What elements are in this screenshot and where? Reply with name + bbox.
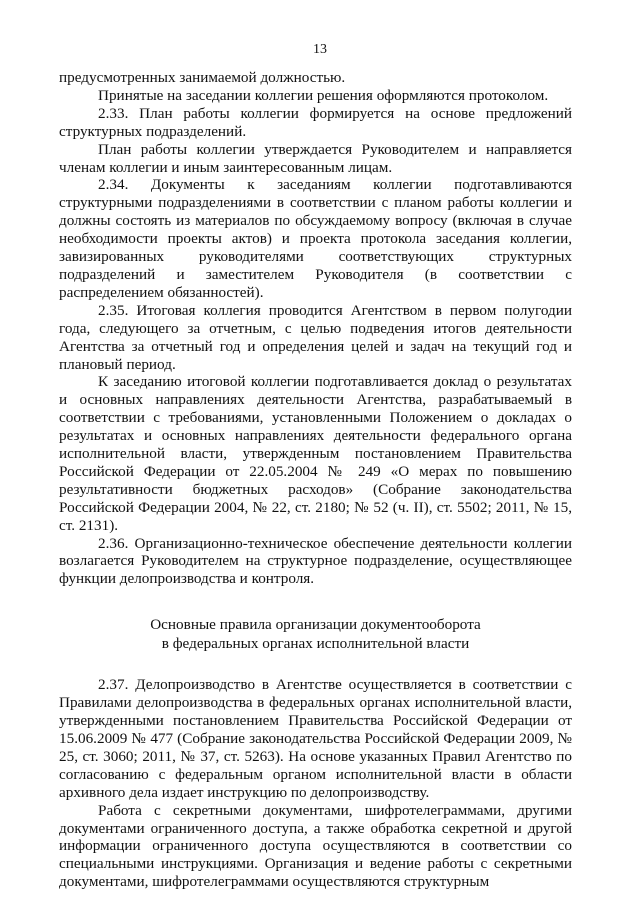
- paragraph: План работы коллегии утверждается Руководителем и направляется членам коллегии и иным заинтересованным лицам.: [59, 140, 572, 176]
- document-body: [59, 69, 572, 891]
- paragraph-continuation: предусмотренных занимаемой должностью.: [59, 69, 346, 86]
- paragraph: Принятые на заседании коллегии решения оформляются протоколом.: [98, 86, 549, 104]
- section-heading-line2: в федеральных органах исполнительной власти: [161, 635, 470, 653]
- section-heading-line1: Основные правила организации документооборота: [150, 616, 481, 634]
- paragraph: К заседанию итоговой коллегии подготавливается доклад о результатах и основных направлениях деятельности Агентства, разрабатываемый в соответствии с требованиями, установленными Положением о докладах о результатах и основных направлениях деятельности федерального органа исполнительной власти, утвержденным постановлением Правительства Российской Федерации от 22.05.2004 № 249 «О мерах по повышению результативности бюджетных расходов» (Собрание законодательства Российской Федерации 2004, № 22, ст. 2180; № 52 (ч. II), ст. 5502; 2011, № 15, ст. 2131).: [59, 373, 572, 534]
- paragraph-2-35: 2.35. Итоговая коллегия проводится Агентством в первом полугодии года, следующего за отчетным, с целью подведения итогов деятельности Агентства за отчетный год и определения целей и задач на текущий год и плановый период.: [59, 301, 572, 373]
- spacer: [59, 588, 572, 615]
- paragraph-2-34: 2.34. Документы к заседаниям коллегии подготавливаются структурными подразделениями в соответствии с планом работы коллегии и должны состоять из материалов по обсуждаемому вопросу (включая в случае необходимости проекты актов) и проекта протокола заседания коллегии, завизированных руководителями соответствующих структурных подразделений и заместителем Руководителя (в соответствии с распределением обязанностей).: [59, 176, 572, 301]
- spacer: [59, 653, 572, 676]
- paragraph: Работа с секретными документами, шифротелеграммами, другими документами ограниченного доступа, а также обработка секретной и другой информации ограниченного доступа осуществляются в соответствии со специальными инструкциями. Организация и ведение работы с секретными документами, шифротелеграммами осуществляются структурным: [59, 801, 572, 891]
- paragraph-2-33: 2.33. План работы коллегии формируется на основе предложений структурных подразделений.: [59, 104, 572, 140]
- page-number: 13: [313, 42, 327, 57]
- paragraph-2-37: 2.37. Делопроизводство в Агентстве осуществляется в соответствии с Правилами делопроизводства в федеральных органах исполнительной власти, утвержденными постановлением Правительства Российской Федерации от 15.06.2009 № 477 (Собрание законодательства Российской Федерации 2009, № 25, ст. 3060; 2011, № 37, ст. 5263). На основе указанных Правил Агентство по согласованию с федеральным органом исполнительной власти в области архивного дела издает инструкцию по делопроизводству.: [59, 676, 572, 801]
- paragraph-2-36: 2.36. Организационно-техническое обеспечение деятельности коллегии возлагается Руководителем на структурное подразделение, осуществляющее функции делопроизводства и контроля.: [59, 534, 572, 588]
